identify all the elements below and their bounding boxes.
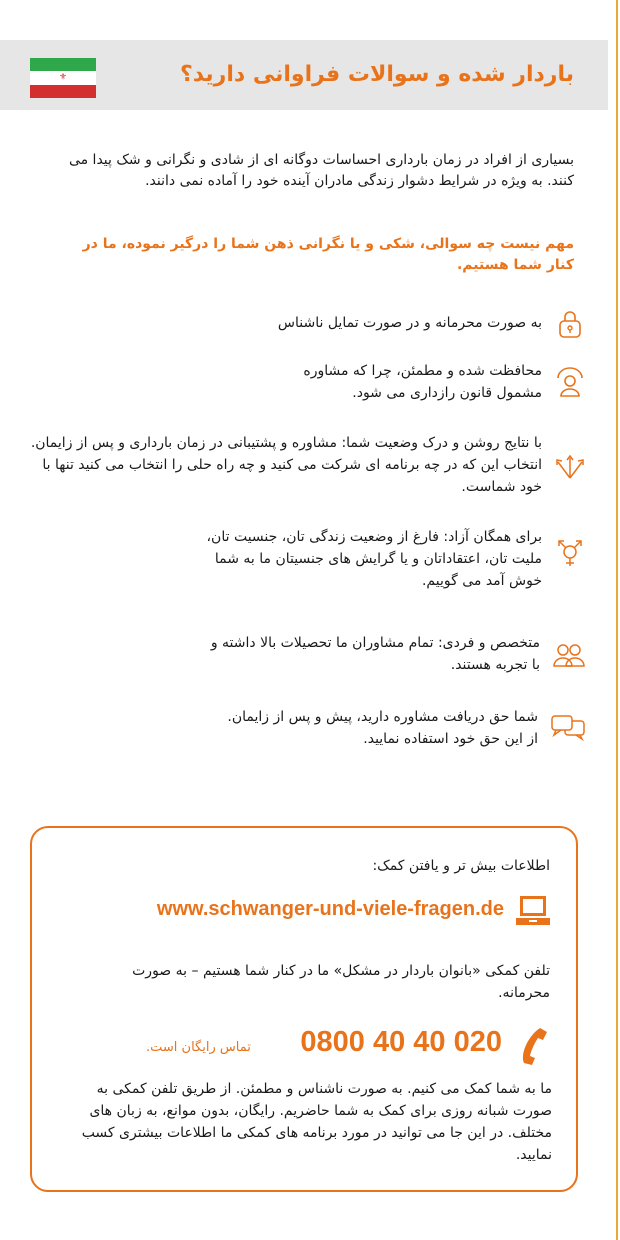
- info-box: [30, 826, 578, 1192]
- lock-icon: [554, 308, 586, 340]
- info-box-heading: اطلاعات بیش تر و یافتن کمک:: [372, 858, 550, 874]
- website-link[interactable]: www.schwanger-und-viele-fragen.de: [156, 898, 504, 920]
- feature-text: شما حق دریافت مشاوره دارید، پیش و پس از زایمان. از این حق خود استفاده نمایید.: [227, 709, 538, 747]
- header-band: [0, 40, 608, 110]
- person-icon: [554, 366, 586, 398]
- free-call-note: تماس رایگان است.: [146, 1040, 251, 1055]
- feature-item-protected: [26, 360, 586, 410]
- phone-number[interactable]: 0800 40 40 020: [300, 1026, 502, 1058]
- feature-item-right-to-counsel: [26, 706, 586, 756]
- phone-icon: [516, 1026, 550, 1066]
- side-accent-line: [616, 0, 618, 1240]
- feature-item-anonymous: [26, 308, 586, 348]
- intro-paragraph: بسیاری از افراد در زمان بارداری احساسات دوگانه ای از شادی و نگرانی و شک پیدا می کنند. به ویژه در شرایط دشوار زندگی مادران آینده خود را آماده نمی دانند.: [68, 152, 574, 189]
- highlight-statement: مهم نیست چه سوالی، شکی و یا نگرانی ذهن شما را درگیر نموده، ما در کنار شما هستیم.: [82, 236, 574, 273]
- laptop-icon: [514, 894, 552, 928]
- people-icon: [552, 638, 586, 670]
- info-box-body: ما به شما کمک می کنیم. به صورت ناشناس و مطمئن. از طریق تلفن کمکی به صورت شبانه روزی برای کمک به شما حاضریم. رایگان، بدون موانع، به زبان های مختلف. در این جا می توانید در مورد برنامه های کمکی ما اطلاعات بیشتری کسب نمایید.: [81, 1081, 552, 1163]
- feature-text: برای همگان آزاد: فارغ از وضعیت زندگی تان، جنسیت تان، ملیت تان، اعتقاداتان و یا گرایش های جنسیتان ما به شما خوش آمد می گوییم.: [206, 529, 542, 589]
- iran-flag-icon: ⚜: [30, 58, 96, 98]
- helpline-text: تلفن کمکی «بانوان باردار در مشکل» ما در کنار شما هستیم – به صورت محرمانه.: [132, 963, 550, 1001]
- gender-symbols-icon: [554, 536, 586, 568]
- feature-item-open-to-all: [26, 526, 586, 606]
- feature-text: به صورت محرمانه و در صورت تمایل ناشناس: [277, 315, 542, 331]
- feature-item-clear-results: [26, 432, 586, 502]
- feature-text: محافظت شده و مطمئن، چرا که مشاوره مشمول قانون رازداری می شود.: [303, 363, 542, 401]
- branching-arrows-icon: [554, 448, 586, 480]
- feature-text: متخصص و فردی: تمام مشاوران ما تحصیلات بالا داشته و با تجربه هستند.: [210, 635, 540, 673]
- page-title: باردار شده و سوالات فراوانی دارید؟: [179, 62, 574, 87]
- feature-item-specialized: [26, 632, 586, 682]
- chat-bubbles-icon: [550, 710, 586, 742]
- feature-text: با نتایج روشن و درک وضعیت شما: مشاوره و پشتیبانی در زمان بارداری و پس از زایمان. انتخاب این که در چه برنامه ای شرکت می کنید و چه راه حلی را انتخاب می کنید تنها با خود شماست.: [30, 435, 542, 495]
